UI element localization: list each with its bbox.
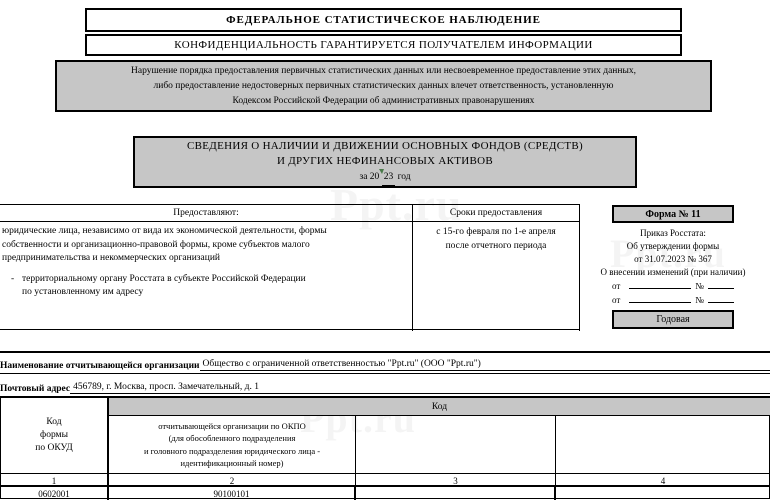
amendment-number-field-2[interactable] — [708, 293, 734, 303]
column-number-4: 4 — [660, 476, 666, 486]
okpo-header-line-3: и головного подразделения юридического лица - — [143, 445, 321, 456]
ot-label: от — [612, 295, 621, 305]
organization-name-row — [0, 353, 770, 371]
legal-warning-box — [55, 60, 712, 112]
column-number-1: 1 — [1, 474, 109, 488]
code-value-3[interactable] — [356, 487, 556, 500]
confidentiality-text: КОНФИДЕНЦИАЛЬНОСТЬ ГАРАНТИРУЕТСЯ ПОЛУЧАТЕЛЕМ ИНФОРМАЦИИ — [174, 39, 593, 51]
no-label: № — [695, 281, 704, 291]
column-number-row — [1, 473, 770, 487]
provision-table — [0, 204, 580, 330]
postal-address-label: Почтовый адрес — [0, 384, 71, 394]
provision-body-left — [0, 222, 413, 331]
provision-recipient-line-1: территориальному органу Росстата в субъекте Российской Федерации — [22, 273, 306, 284]
year-prefix: за 20 — [359, 171, 380, 182]
okpo-header-line-4: идентификационный номер) — [180, 458, 284, 468]
provision-header-left: Предоставляют: — [0, 205, 413, 222]
order-line-2: Об утверждении формы — [626, 241, 720, 251]
kod-group-header — [109, 398, 770, 416]
deadline-line-1: с 15-го февраля по 1-е апреля — [436, 227, 556, 237]
okud-header-line-3: по ОКУД — [35, 443, 73, 453]
okpo-header-line-1: отчитывающейся организации по ОКПО — [158, 420, 306, 431]
postal-address-value[interactable]: 456789, г. Москва, просп. Замечательный, д. 1 — [70, 382, 770, 394]
amendments-label: О внесении изменений (при наличии) — [600, 267, 746, 277]
organization-name-label: Наименование отчитывающейся организации — [0, 361, 200, 371]
no-label: № — [695, 295, 704, 305]
okpo-code-header — [109, 416, 356, 473]
reporting-year-value[interactable]: 23 — [382, 170, 396, 186]
provision-deadline-cell — [413, 222, 580, 331]
rosstat-order-block — [596, 227, 750, 307]
provision-header-right: Сроки предоставления — [413, 205, 580, 222]
organization-name-value[interactable]: Общество с ограниченной ответственностью "Ppt.ru" (ООО "Ppt.ru") — [200, 359, 770, 371]
form-title-line-1: СВЕДЕНИЯ О НАЛИЧИИ И ДВИЖЕНИИ ОСНОВНЫХ ФОНДОВ (СРЕДСТВ) — [186, 139, 583, 152]
okud-header-line-2: формы — [40, 430, 68, 440]
amendment-row-1 — [596, 279, 750, 293]
order-line-1: Приказ Росстата: — [640, 228, 706, 238]
reporting-year-row — [359, 170, 410, 186]
amendment-date-field-1[interactable] — [629, 279, 691, 289]
form-title-box — [133, 136, 637, 188]
year-suffix: год — [397, 171, 411, 182]
form-number-text: Форма № 11 — [645, 208, 701, 220]
table-row — [1, 487, 770, 500]
okpo-header-line-2: (для обособленного подразделения — [168, 433, 296, 443]
code-column-4-header — [556, 416, 770, 473]
column-number-2: 2 — [109, 474, 356, 488]
form-title-line-2: И ДРУГИХ НЕФИНАНСОВЫХ АКТИВОВ — [276, 154, 494, 167]
kod-group-header-text: Код — [431, 401, 448, 412]
provision-body-line-3: предпринимательства и некоммерческих организаций — [2, 253, 221, 263]
periodicity-text: Годовая — [656, 314, 690, 325]
order-line-3: от 31.07.2023 № 367 — [634, 254, 712, 264]
postal-address-row — [0, 376, 770, 394]
code-table — [0, 396, 770, 499]
code-value-4[interactable] — [556, 487, 770, 500]
provision-recipient-item — [2, 273, 406, 287]
amendment-date-field-2[interactable] — [629, 293, 691, 303]
column-number-3: 3 — [356, 474, 556, 488]
warning-line-3: Кодексом Российской Федерации об административных правонарушениях — [232, 95, 535, 106]
ot-label: от — [612, 281, 621, 291]
warning-line-1: Нарушение порядка предоставления первичных статистических данных или несвоевременное предоставление этих данных, — [131, 65, 636, 76]
federal-observation-text: ФЕДЕРАЛЬНОЕ СТАТИСТИЧЕСКОЕ НАБЛЮДЕНИЕ — [226, 14, 541, 26]
periodicity-box — [612, 310, 734, 329]
amendment-row-2 — [596, 293, 750, 307]
amendment-number-field-1[interactable] — [708, 279, 734, 289]
form-number-box — [612, 205, 734, 223]
address-section-rule — [0, 373, 770, 374]
warning-line-2: либо предоставление недостоверных первичных статистических данных влечет ответственность, установленную — [153, 80, 614, 91]
dash-bullet: - — [11, 273, 15, 284]
provision-body-line-2: собственности и организационно-правовой формы, кроме субъектов малого — [2, 239, 310, 250]
okud-code-value[interactable]: 0602001 — [1, 487, 109, 500]
provision-body-line-1: юридические лица, независимо от вида их экономической деятельности, формы — [2, 226, 327, 236]
okud-code-header — [1, 398, 109, 473]
deadline-line-2: после отчетного периода — [445, 241, 547, 251]
okud-header-line-1: Код — [46, 417, 62, 427]
okpo-code-value[interactable]: 90100101 — [109, 487, 356, 500]
code-column-3-header — [356, 416, 556, 473]
confidentiality-header — [85, 34, 682, 56]
federal-observation-header — [85, 8, 682, 32]
provision-recipient-line-2: по установленному им адресу — [22, 287, 144, 297]
